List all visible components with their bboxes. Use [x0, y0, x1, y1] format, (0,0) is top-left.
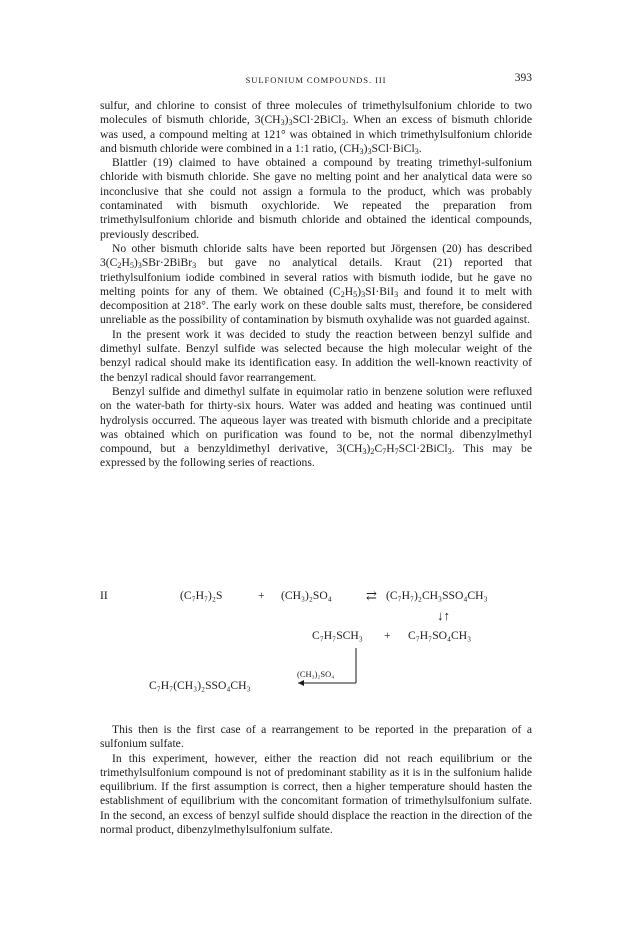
left-arrowhead-icon [298, 680, 304, 686]
plus-sign: + [384, 629, 391, 642]
paragraph-7: In this experiment, however, either the reaction did not reach equilibrium or the trimethylsulfonium compound is not of predominant stability as it is in the sulfonium halide equilibrium. If the first assumption is correct, then a higher temperature should hasten the establishment of equilibrium with the concomitant formation of trimethylsulfonium sulfate. In the second, an excess of benzyl sulfide should displace the reaction in the direction of the normal product, dibenzylmethylsulfonium sulfate. [100, 751, 532, 837]
subscript: 5 [353, 289, 358, 299]
subscript: 3 [394, 289, 399, 299]
subscript: 3 [288, 118, 293, 128]
text-run: H [344, 284, 354, 298]
paragraph-2: Blattler (19) claimed to have obtained a compound by treating trimethyl-sulfonium chloride with bismuth chloride. She gave no melting point and her analytical data were so inconclusive that she could not assign a formula to the product, which was probably contaminated with bismuth oxychloride. We repeated the preparation from trimethylsulfonium chloride and bismuth chloride and obtained the identical compounds, previously described. [100, 156, 532, 241]
paragraph-5 [100, 385, 532, 471]
scheme-label: II [100, 589, 108, 602]
text-run: C [374, 442, 383, 456]
text-run: No other bismuth chloride salts have been reported but Jörgensen (20) has described 3(C [100, 241, 532, 270]
running-title: SULFONIUM COMPOUNDS. III [245, 75, 387, 85]
subscript: 3 [192, 261, 197, 271]
text-run: SBr·2BiBr [141, 256, 193, 270]
subscript: 3 [359, 146, 364, 156]
text-run: sulfur, and chlorine to consist of three molecules of trimethylsulfonium chloride to two molecules of bismuth chloride, 3(CH [100, 99, 532, 127]
page-number: 393 [514, 72, 532, 84]
subscript: 5 [129, 261, 134, 271]
subscript: 2 [117, 261, 122, 271]
product-benzyl-methyl-sulfate: C₇H₇SO₄CH₃ [408, 629, 472, 642]
subscript: 3 [341, 118, 346, 128]
subscript: 3 [137, 261, 142, 271]
product-dibenzylmethyl-sulfonium: (C₇H₇)₂CH₃SSO₄CH₃ [386, 589, 488, 602]
subscript: 3 [414, 146, 419, 156]
body-text-lower [100, 723, 532, 837]
text-run: . [418, 141, 422, 155]
text-run: ) [366, 442, 371, 456]
text-run: H [121, 256, 130, 270]
reactant-dimethyl-sulfate: (CH₃)₂SO₄ [281, 589, 332, 602]
text-run: ) [363, 141, 368, 155]
subscript: 3 [280, 118, 285, 128]
paragraph-6: This then is the first case of a rearrangement to be reported in the preparation of a sulfonium sulfate. [100, 723, 532, 751]
text-run: SCl·2BiCl [398, 442, 448, 456]
text-run: . When an excess of bismuth chloride was used, a compound melting at 121° was obtained in which trimethylsulfonium chloride and bismuth chloride were combined in a 1:1 ratio, (CH [100, 113, 533, 155]
down-up-arrows-icon: ↓↑ [437, 608, 450, 623]
subscript: 3 [367, 146, 372, 156]
subscript: 7 [382, 447, 387, 457]
subscript: 2 [340, 289, 345, 299]
text-run: ) [284, 113, 289, 127]
text-run: ) [357, 284, 362, 298]
text-run: SCl·2BiCl [292, 113, 342, 127]
subscript: 3 [362, 447, 367, 457]
subscript: 3 [361, 289, 366, 299]
equilibrium-arrow-icon: ⇄ [366, 588, 377, 603]
text-run: ) [133, 256, 138, 270]
text-run: and found it to melt with decomposition at 218°. The early work on these double salts must, therefore, be considered unreliable as the possibility of contamination by bismuth oxyhalide was not guarded against. [100, 284, 533, 327]
paragraph-3 [100, 242, 532, 328]
subscript: 7 [394, 447, 399, 457]
paragraph-1 [100, 99, 532, 156]
subscript: 3 [447, 447, 452, 457]
reactant-benzyl-sulfide: (C₇H₇)₂S [180, 589, 223, 602]
plus-sign: + [258, 589, 265, 602]
text-run: H [386, 442, 395, 456]
text-run: SI·BiI [365, 284, 395, 298]
product-benzyldimethyl-sulfonium: C₇H₇(CH₃)₂SSO₄CH₃ [149, 679, 251, 692]
text-run: . This may be expressed by the following series of reactions. [100, 442, 532, 470]
page-header [100, 72, 532, 88]
subscript: 2 [370, 447, 375, 457]
text-run: SCl·BiCl [371, 141, 415, 155]
body-text-upper [100, 99, 532, 471]
text-run: but gave no analytical details. Kraut (21) reported that triethylsulfonium iodide combined in several ratios with bismuth iodide, but he gave no melting points for any of them. We obtained (C [100, 256, 532, 298]
product-benzyl-methyl-sulfide: C₇H₇SCH₃ [312, 629, 363, 642]
text-run: Benzyl sulfide and dimethyl sulfate in equimolar ratio in benzene solution were refluxed on the water-bath for thirty-six hours. Water was added and heating was continued until hydrolysis occurred. The aqueous layer was treated with bismuth chloride and a precipitate was obtained which on purification was found to be, not the normal dibenzylmethyl compound, but a benzyldimethyl derivative, 3(CH [100, 384, 532, 456]
paragraph-4: In the present work it was decided to study the reaction between benzyl sulfide and dimethyl sulfate. Benzyl sulfide was selected because the high molecular weight of the benzyl radical should make its identification easy. In addition the well-known reactivity of the benzyl radical should favor rearrangement. [100, 327, 532, 384]
reagent-label: (CH₃)₂SO₄ [297, 669, 335, 679]
